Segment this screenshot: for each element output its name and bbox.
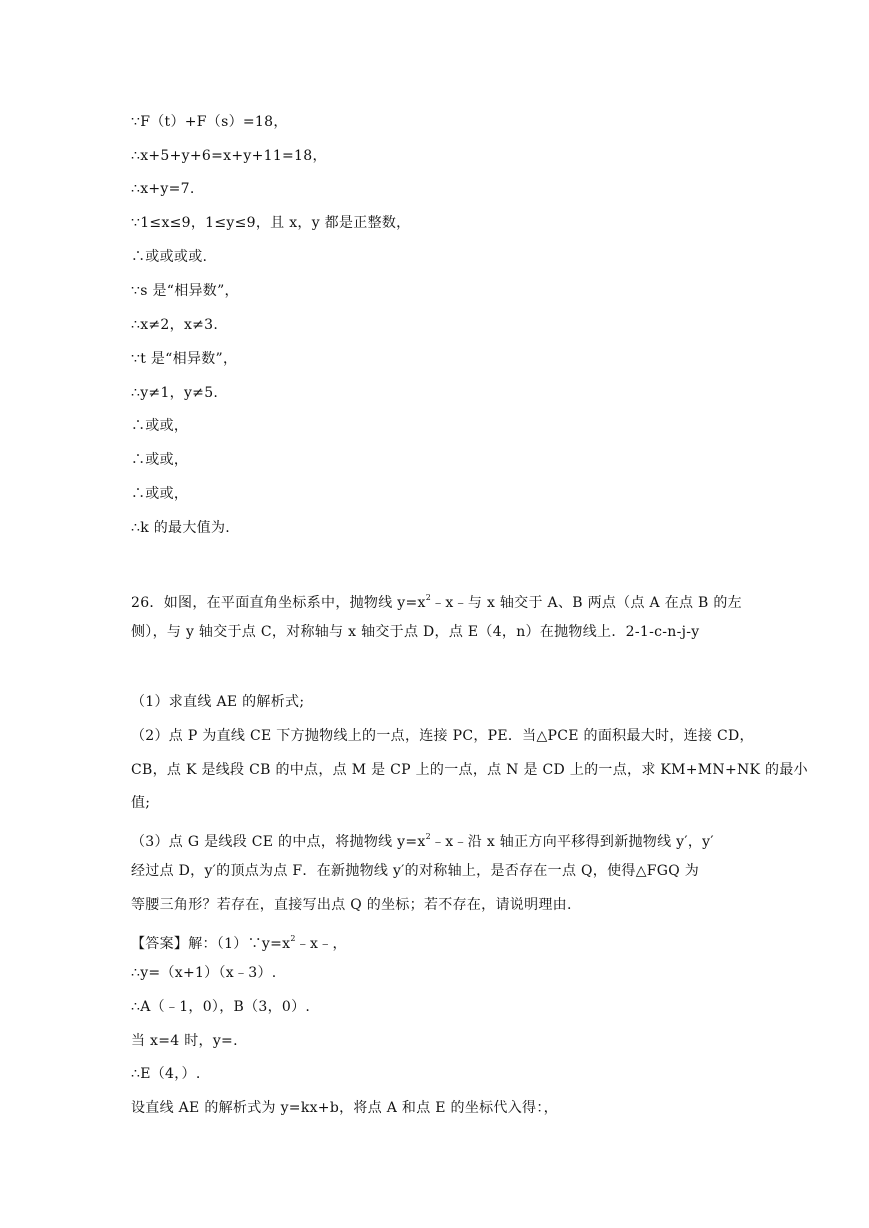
question-part-3-line-3: 等腰三角形？若存在，直接写出点 Q 的坐标；若不存在，请说明理由. — [131, 897, 572, 913]
answer-line-2: ∴y=（x+1）（x﹣3）. — [131, 965, 277, 981]
answer-line-1 — [131, 929, 347, 954]
text-fragment: ﹣x﹣， — [295, 936, 347, 952]
question-26-line-2: 侧），与 y 轴交于点 C，对称轴与 x 轴交于点 D，点 E（4，n）在抛物线上．2-1-c-n-j-y — [131, 624, 700, 640]
text-line: ∴x≠2，x≠3. — [131, 317, 219, 333]
text-line: ∴或或， — [131, 418, 189, 434]
answer-line-5: ∴E（4，）. — [131, 1066, 201, 1082]
text-line: ∴y≠1，y≠5. — [131, 385, 219, 401]
text-line: ∴x+5+y+6=x+y+11=18， — [131, 148, 327, 164]
text-fragment: 【答案】解：（1）∵y=x — [131, 936, 291, 952]
text-fragment: ﹣x﹣沿 x 轴正方向平移得到新抛物线 y′，y′ — [431, 834, 714, 850]
text-line: ∵1≤x≤9，1≤y≤9，且 x，y 都是正整数， — [131, 215, 411, 231]
question-part-2-line-3: 值; — [131, 795, 151, 811]
text-fragment: （3）点 G 是线段 CE 的中点，将抛物线 y=x — [131, 834, 426, 850]
text-line: ∴x+y=7. — [131, 181, 195, 197]
text-fragment: 26．如图，在平面直角坐标系中，抛物线 y=x — [131, 595, 426, 611]
superscript: 2 — [425, 832, 431, 841]
text-line: ∴或或， — [131, 486, 189, 502]
question-part-2-line-1: （2）点 P 为直线 CE 下方抛物线上的一点，连接 PC，PE．当△PCE 的面积最大时，连接 CD， — [131, 728, 754, 744]
question-part-3-line-1 — [131, 827, 714, 852]
superscript: 2 — [290, 934, 296, 943]
text-line: ∵F（t）+F（s）=18， — [131, 114, 288, 130]
text-line: ∵t 是“相异数”， — [131, 351, 238, 367]
answer-line-4: 当 x=4 时，y=. — [131, 1033, 238, 1049]
answer-line-6: 设直线 AE 的解析式为 y=kx+b，将点 A 和点 E 的坐标代入得：， — [131, 1100, 558, 1116]
question-part-1: （1）求直线 AE 的解析式; — [131, 694, 305, 710]
text-line: ∴或或， — [131, 452, 189, 468]
answer-line-3: ∴A（﹣1，0），B（3，0）. — [131, 999, 311, 1015]
question-26-line-1 — [131, 588, 742, 613]
text-line: ∴k 的最大值为. — [131, 520, 230, 536]
text-fragment: ﹣x﹣与 x 轴交于 A、B 两点（点 A 在点 B 的左 — [431, 595, 742, 611]
superscript: 2 — [425, 593, 432, 602]
question-part-2-line-2: CB，点 K 是线段 CB 的中点，点 M 是 CP 上的一点，点 N 是 CD 上的一点，求 KM+MN+NK 的最小 — [131, 762, 808, 778]
text-line: ∴或或或或. — [131, 249, 208, 265]
question-part-3-line-2: 经过点 D，y′的顶点为点 F．在新抛物线 y′的对称轴上，是否存在一点 Q，使得△FGQ 为 — [131, 863, 700, 879]
text-line: ∵s 是“相异数”， — [131, 283, 239, 299]
